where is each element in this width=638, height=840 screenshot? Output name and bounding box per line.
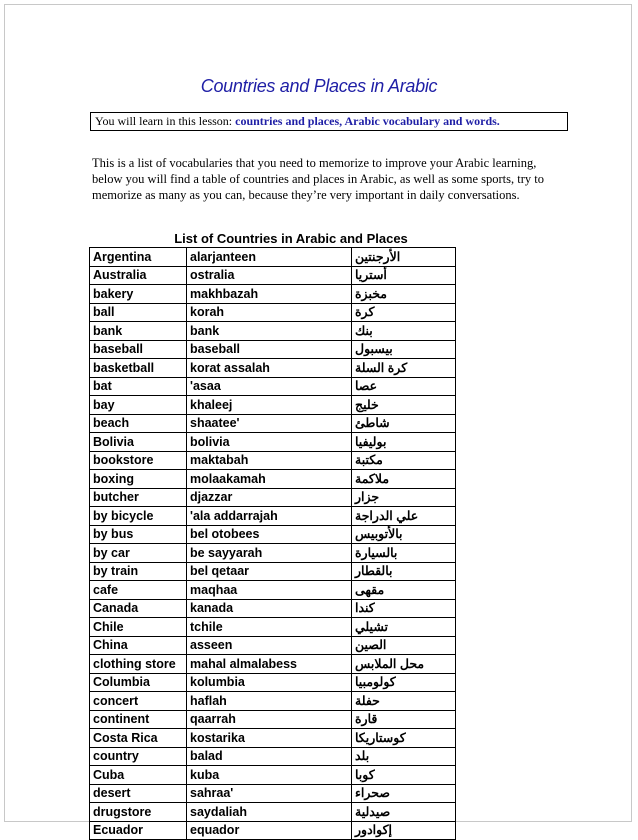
table-row [90, 710, 456, 729]
table-row [90, 396, 456, 415]
transliteration-cell: 'asaa [187, 377, 352, 396]
arabic-cell: محل الملابس [352, 655, 456, 674]
arabic-cell: بالأتوبيس [352, 525, 456, 544]
transliteration-cell: mahal almalabess [187, 655, 352, 674]
arabic-cell: مخبزة [352, 285, 456, 304]
arabic-cell: كولومبيا [352, 673, 456, 692]
arabic-cell: كندا [352, 599, 456, 618]
arabic-cell: بوليفيا [352, 433, 456, 452]
table-row [90, 303, 456, 322]
transliteration-cell: shaatee' [187, 414, 352, 433]
arabic-cell: الأرجنتين [352, 248, 456, 267]
transliteration-cell: bolivia [187, 433, 352, 452]
intro-highlight: countries and places, Arabic vocabulary and words. [235, 114, 500, 128]
table-row [90, 507, 456, 526]
arabic-cell: بنك [352, 322, 456, 341]
table-row [90, 655, 456, 674]
english-cell: Argentina [90, 248, 187, 267]
english-cell: China [90, 636, 187, 655]
transliteration-cell: baseball [187, 340, 352, 359]
arabic-cell: شاطئ [352, 414, 456, 433]
transliteration-cell: makhbazah [187, 285, 352, 304]
table-row [90, 636, 456, 655]
english-cell: desert [90, 784, 187, 803]
transliteration-cell: asseen [187, 636, 352, 655]
english-cell: continent [90, 710, 187, 729]
english-cell: Cuba [90, 766, 187, 785]
arabic-cell: قارة [352, 710, 456, 729]
english-cell: by bicycle [90, 507, 187, 526]
table-row [90, 488, 456, 507]
english-cell: clothing store [90, 655, 187, 674]
transliteration-cell: alarjanteen [187, 248, 352, 267]
vocabulary-table [89, 231, 456, 840]
english-cell: boxing [90, 470, 187, 489]
page-title: Countries and Places in Arabic [200, 76, 438, 96]
intro-prefix: You will learn in this lesson: [95, 114, 236, 128]
transliteration-cell: kostarika [187, 729, 352, 748]
paragraph-line: memorize as many as you can, because they’re very important in daily conversations. [92, 188, 520, 202]
table-row [90, 359, 456, 378]
arabic-cell: كوبا [352, 766, 456, 785]
english-cell: concert [90, 692, 187, 711]
english-cell: by bus [90, 525, 187, 544]
table-row [90, 803, 456, 822]
intro-box [90, 112, 568, 131]
table-row [90, 414, 456, 433]
arabic-cell: مكتبة [352, 451, 456, 470]
transliteration-cell: balad [187, 747, 352, 766]
transliteration-cell: tchile [187, 618, 352, 637]
table-row [90, 377, 456, 396]
arabic-cell: عصا [352, 377, 456, 396]
transliteration-cell: be sayyarah [187, 544, 352, 563]
arabic-cell: حفلة [352, 692, 456, 711]
table-row [90, 692, 456, 711]
paragraph-line: below you will find a table of countries and places in Arabic, as well as some sports, try to [92, 172, 544, 186]
transliteration-cell: equador [187, 821, 352, 840]
arabic-cell: كرة [352, 303, 456, 322]
transliteration-cell: kuba [187, 766, 352, 785]
arabic-cell: مقهى [352, 581, 456, 600]
transliteration-cell: bel qetaar [187, 562, 352, 581]
english-cell: bank [90, 322, 187, 341]
table-row [90, 599, 456, 618]
transliteration-cell: korat assalah [187, 359, 352, 378]
paragraph-line: This is a list of vocabularies that you need to memorize to improve your Arabic learning, [92, 156, 537, 170]
english-cell: bat [90, 377, 187, 396]
arabic-cell: تشيلي [352, 618, 456, 637]
english-cell: by car [90, 544, 187, 563]
table-row [90, 451, 456, 470]
transliteration-cell: 'ala addarrajah [187, 507, 352, 526]
english-cell: Canada [90, 599, 187, 618]
arabic-cell: بلد [352, 747, 456, 766]
arabic-cell: أستريا [352, 266, 456, 285]
english-cell: cafe [90, 581, 187, 600]
table-header: List of Countries in Arabic and Places [174, 231, 408, 246]
arabic-cell: بيسبول [352, 340, 456, 359]
arabic-cell: بالقطار [352, 562, 456, 581]
english-cell: drugstore [90, 803, 187, 822]
english-cell: Bolivia [90, 433, 187, 452]
english-cell: Columbia [90, 673, 187, 692]
english-cell: butcher [90, 488, 187, 507]
english-cell: Ecuador [90, 821, 187, 840]
english-cell: by train [90, 562, 187, 581]
intro-paragraph [92, 155, 572, 203]
english-cell: bakery [90, 285, 187, 304]
arabic-cell: صحراء [352, 784, 456, 803]
transliteration-cell: bel otobees [187, 525, 352, 544]
table-row [90, 340, 456, 359]
table-row [90, 562, 456, 581]
english-cell: Australia [90, 266, 187, 285]
table-row [90, 544, 456, 563]
transliteration-cell: kanada [187, 599, 352, 618]
arabic-cell: الصين [352, 636, 456, 655]
table-row [90, 266, 456, 285]
transliteration-cell: sahraa' [187, 784, 352, 803]
english-cell: Costa Rica [90, 729, 187, 748]
transliteration-cell: saydaliah [187, 803, 352, 822]
transliteration-cell: maqhaa [187, 581, 352, 600]
arabic-cell: بالسيارة [352, 544, 456, 563]
table-row [90, 747, 456, 766]
english-cell: beach [90, 414, 187, 433]
arabic-cell: كوستاريكا [352, 729, 456, 748]
english-cell: bookstore [90, 451, 187, 470]
transliteration-cell: kolumbia [187, 673, 352, 692]
transliteration-cell: haflah [187, 692, 352, 711]
english-cell: Chile [90, 618, 187, 637]
table-row [90, 821, 456, 840]
transliteration-cell: ostralia [187, 266, 352, 285]
english-cell: bay [90, 396, 187, 415]
english-cell: basketball [90, 359, 187, 378]
transliteration-cell: djazzar [187, 488, 352, 507]
table-row [90, 581, 456, 600]
table-row [90, 618, 456, 637]
arabic-cell: ملاكمة [352, 470, 456, 489]
table-row [90, 322, 456, 341]
table-row [90, 433, 456, 452]
english-cell: country [90, 747, 187, 766]
arabic-cell: إكوادور [352, 821, 456, 840]
transliteration-cell: maktabah [187, 451, 352, 470]
transliteration-cell: korah [187, 303, 352, 322]
english-cell: ball [90, 303, 187, 322]
table-row [90, 248, 456, 267]
table-row [90, 766, 456, 785]
arabic-cell: علي الدراجة [352, 507, 456, 526]
arabic-cell: كرة السلة [352, 359, 456, 378]
transliteration-cell: khaleej [187, 396, 352, 415]
table-row [90, 729, 456, 748]
table-row [90, 525, 456, 544]
transliteration-cell: molaakamah [187, 470, 352, 489]
arabic-cell: صيدلية [352, 803, 456, 822]
english-cell: baseball [90, 340, 187, 359]
table-row [90, 285, 456, 304]
transliteration-cell: bank [187, 322, 352, 341]
arabic-cell: جزار [352, 488, 456, 507]
transliteration-cell: qaarrah [187, 710, 352, 729]
arabic-cell: خليج [352, 396, 456, 415]
table-row [90, 673, 456, 692]
table-row [90, 784, 456, 803]
table-row [90, 470, 456, 489]
